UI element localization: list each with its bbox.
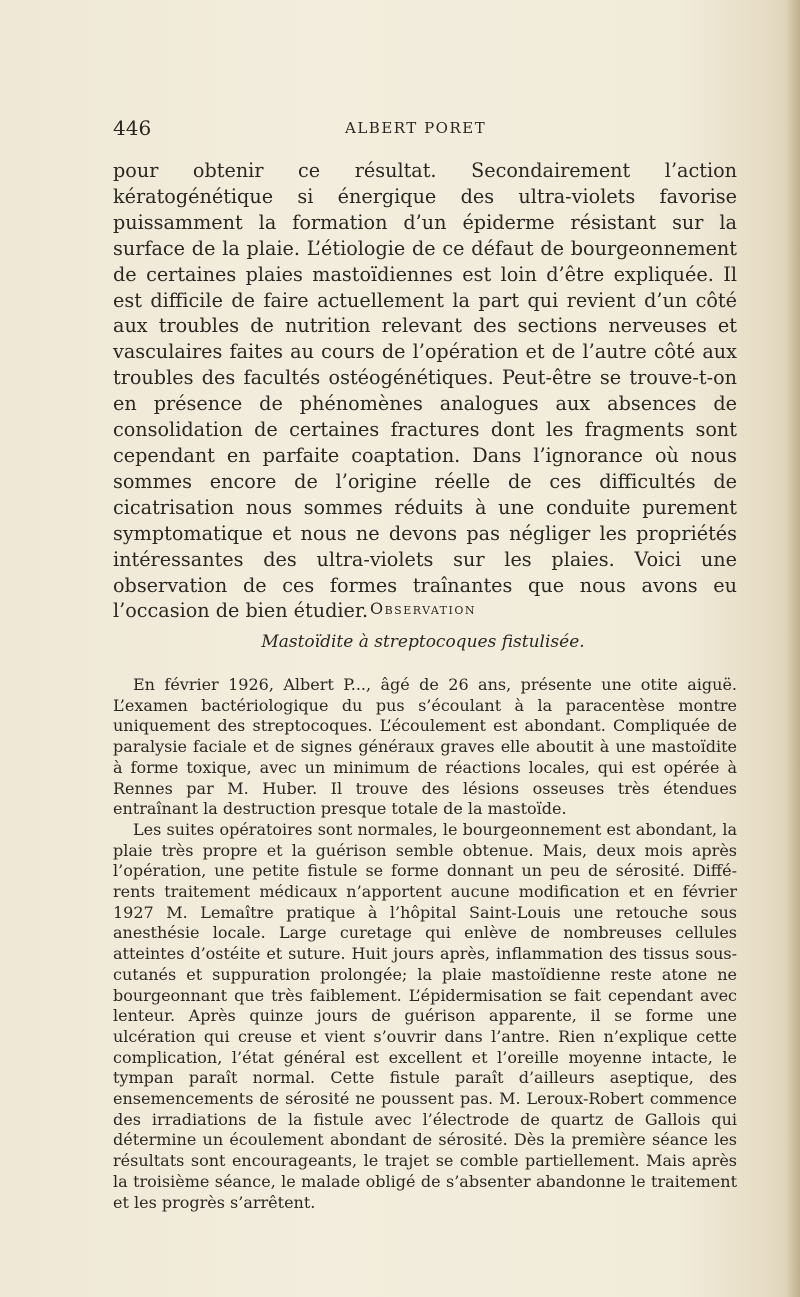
observation-heading	[113, 599, 733, 618]
observation-text	[113, 675, 737, 1213]
observation-subtitle: Mastoïdite à streptocoques fistulisée.	[261, 632, 585, 652]
observation-paragraph: Les suites opératoires sont normales, le bourgeonnement est abondant, la plaie très propre et la guérison semble obtenue. Mais, deux mois après l’opération, une petite fistule se forme donnant un peu de sérosité. Différents traitement médicaux n’apportent aucune modification et en février 1927 M. Lemaître pratique à l’hôpital Saint-Louis une retouche sous anesthésie locale. Large curetage qui enlève de nombreuses cellules atteintes d’ostéite et suture. Huit jours après, inflammation des tissus sous-cutanés et suppuration prolongée; la plaie mastoïdienne reste atone ne bourgeonnant que très faiblement. L’épidermisation se fait cependant avec lenteur. Après quinze jours de guérison apparente, il se forme une ulcération qui creuse et vient s’ouvrir dans l’antre. Rien n’explique cette complication, l’état général est excellent et l’oreille moyenne intacte, le tympan paraît normal. Cette fistule paraît d’ailleurs aseptique, des ensemencements de sérosité ne poussent pas. M. Leroux-Robert commence des irradiations de la fistule avec l’électrode de quartz de Gallois qui détermine un écoulement abondant de sérosité. Dès la première séance les résultats sont encourageants, le trajet se comble partiellement. Mais après la troisième séance, le malade obligé de s’absenter abandonne le traitement et les progrès s’arrêtent.	[113, 819, 737, 1212]
running-header	[113, 116, 733, 140]
running-head-author: ALBERT PORET	[345, 119, 487, 137]
observation-title: Observation	[369, 599, 477, 618]
main-paragraph: pour obtenir ce résultat. Secondairement l’action kératogénétique si énergique des ultra-violets favorise puissamment la formation d’un épiderme résistant sur la surface de la plaie. L’étiologie de ce défaut de bourgeonnement de certaines plaies mastoïdiennes est loin d’être expliquée. Il est difficile de faire actuellement la part qui revient d’un côté aux troubles de nutrition relevant des sections nerveuses et vasculaires faites au cours de l’opération et de l’autre côté aux troubles des facultés ostéogénétiques. Peut-être se trouve-t-on en présence de phénomènes analogues aux absences de consolidation de certaines fractures dont les fragments sont cependant en parfaite coaptation. Dans l’ignorance où nous sommes encore de l’origine réelle de ces difficultés de cicatrisation nous sommes réduits à une conduite purement symptomatique et nous ne devons pas négliger les propriétés intéressantes des ultra-violets sur les plaies. Voici une observation de ces formes traînantes que nous avons eu l’occasion de bien étudier.	[113, 159, 737, 623]
main-paragraph-block	[113, 158, 737, 624]
page-number: 446	[113, 116, 152, 140]
observation-paragraph: En février 1926, Albert P..., âgé de 26 ans, présente une otite aiguë. L’examen bactériologique du pus s’écoulant à la paracentèse montre uniquement des streptocoques. L’écoulement est abondant. Compliquée de paralysie faciale et de signes généraux graves elle aboutit à une mastoïdite à forme toxique, avec un minimum de réactions locales, qui est opérée à Rennes par M. Huber. Il trouve des lésions osseuses très étendues entraînant la destruction presque totale de la mastoïde.	[113, 675, 737, 819]
page-edge-shadow	[786, 0, 800, 1297]
